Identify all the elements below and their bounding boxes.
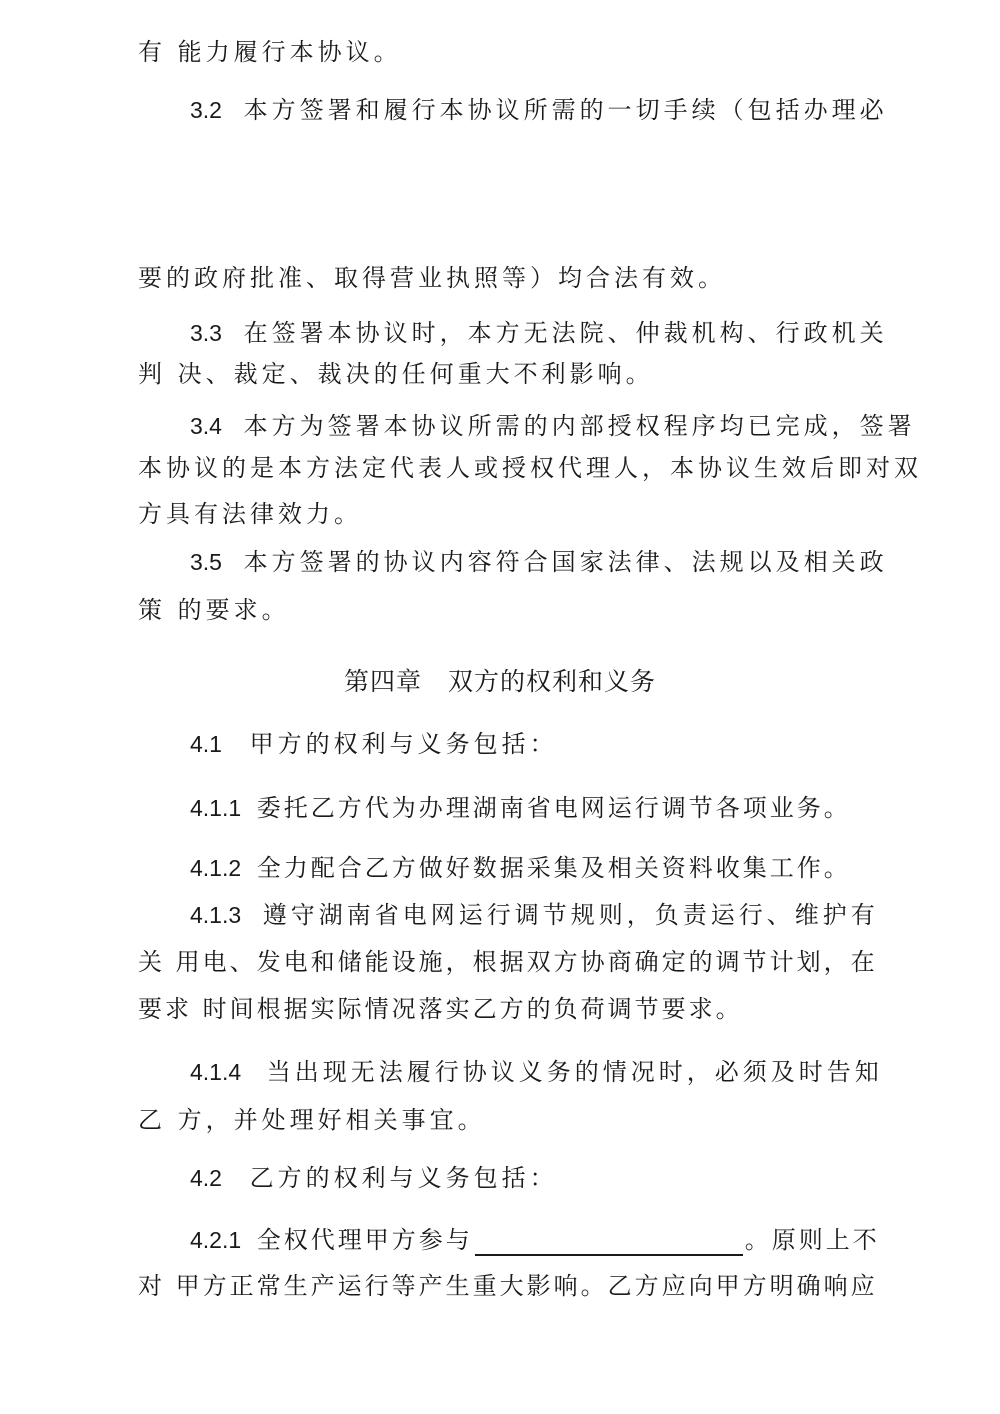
clause-4-1 — [190, 728, 558, 760]
paragraph-line — [138, 36, 402, 68]
text: 要求 时间根据实际情况落实乙方的负荷调节要求。 — [138, 995, 743, 1023]
chapter-heading: 第四章 双方的权利和义务 — [343, 667, 656, 696]
clause-text: 乙方的权利与义务包括： — [249, 1164, 558, 1192]
paragraph-line — [138, 1270, 878, 1302]
clause-4-1-2 — [190, 852, 851, 884]
clause-number: 3.2 — [190, 97, 222, 123]
clause-4-1-4 — [190, 1056, 883, 1088]
text: 本协议的是本方法定代表人或授权代理人，本协议生效后即对双 — [138, 454, 922, 482]
paragraph-line — [138, 1104, 486, 1136]
text: 乙 方，并处理好相关事宜。 — [138, 1106, 486, 1134]
text: 对 甲方正常生产运行等产生重大影响。乙方应向甲方明确响应 — [138, 1272, 878, 1300]
clause-number: 4.2.1 — [190, 1227, 242, 1253]
clause-3-5 — [190, 546, 888, 578]
clause-number: 4.1.2 — [190, 855, 242, 881]
clause-text: 本方签署和履行本协议所需的一切手续（包括办理必 — [243, 96, 888, 124]
fill-in-blank-line[interactable] — [475, 1228, 743, 1256]
paragraph-line — [138, 358, 654, 390]
clause-text: 本方签署的协议内容符合国家法律、法规以及相关政 — [243, 548, 888, 576]
clause-text: 遵守湖南省电网运行调节规则，负责运行、维护有 — [262, 901, 879, 929]
paragraph-line — [138, 262, 726, 294]
clause-4-2-1 — [190, 1224, 880, 1256]
paragraph-line — [138, 452, 922, 484]
clause-number: 3.4 — [190, 413, 222, 439]
clause-text: 委托乙方代为办理湖南省电网运行调节各项业务。 — [256, 794, 851, 822]
paragraph-line — [138, 594, 290, 626]
clause-number: 3.3 — [190, 320, 222, 346]
clause-text: 本方为签署本协议所需的内部授权程序均已完成，签署 — [243, 412, 916, 440]
clause-3-2 — [190, 94, 888, 126]
clause-number: 4.1.3 — [190, 902, 242, 928]
clause-number: 3.5 — [190, 549, 222, 575]
clause-4-2 — [190, 1162, 558, 1194]
clause-number: 4.1.1 — [190, 795, 242, 821]
paragraph-line — [138, 993, 743, 1025]
paragraph-line — [138, 498, 362, 530]
text: 有 能力履行本协议。 — [138, 38, 402, 66]
text: 方具有法律效力。 — [138, 500, 362, 528]
text: 策 的要求。 — [138, 596, 290, 624]
clause-number: 4.1.4 — [190, 1059, 242, 1085]
text: 判 决、裁定、裁决的任何重大不利影响。 — [138, 360, 654, 388]
clause-3-4 — [190, 410, 916, 442]
clause-text: 。原则上不 — [744, 1226, 880, 1254]
text: 关 用电、发电和储能设施，根据双方协商确定的调节计划，在 — [138, 948, 878, 976]
clause-number: 4.1 — [190, 731, 222, 757]
clause-text: 在签署本协议时，本方无法院、仲裁机构、行政机关 — [243, 319, 888, 347]
clause-3-3 — [190, 317, 888, 349]
clause-4-1-3 — [190, 899, 879, 931]
clause-text: 全权代理甲方参与 — [256, 1226, 473, 1254]
clause-4-1-1 — [190, 792, 851, 824]
clause-text: 甲方的权利与义务包括： — [249, 730, 558, 758]
clause-text: 全力配合乙方做好数据采集及相关资料收集工作。 — [256, 854, 851, 882]
text: 要的政府批准、取得营业执照等）均合法有效。 — [138, 264, 726, 292]
clause-number: 4.2 — [190, 1165, 222, 1191]
clause-text: 当出现无法履行协议义务的情况时，必须及时告知 — [266, 1058, 883, 1086]
paragraph-line — [138, 946, 878, 978]
